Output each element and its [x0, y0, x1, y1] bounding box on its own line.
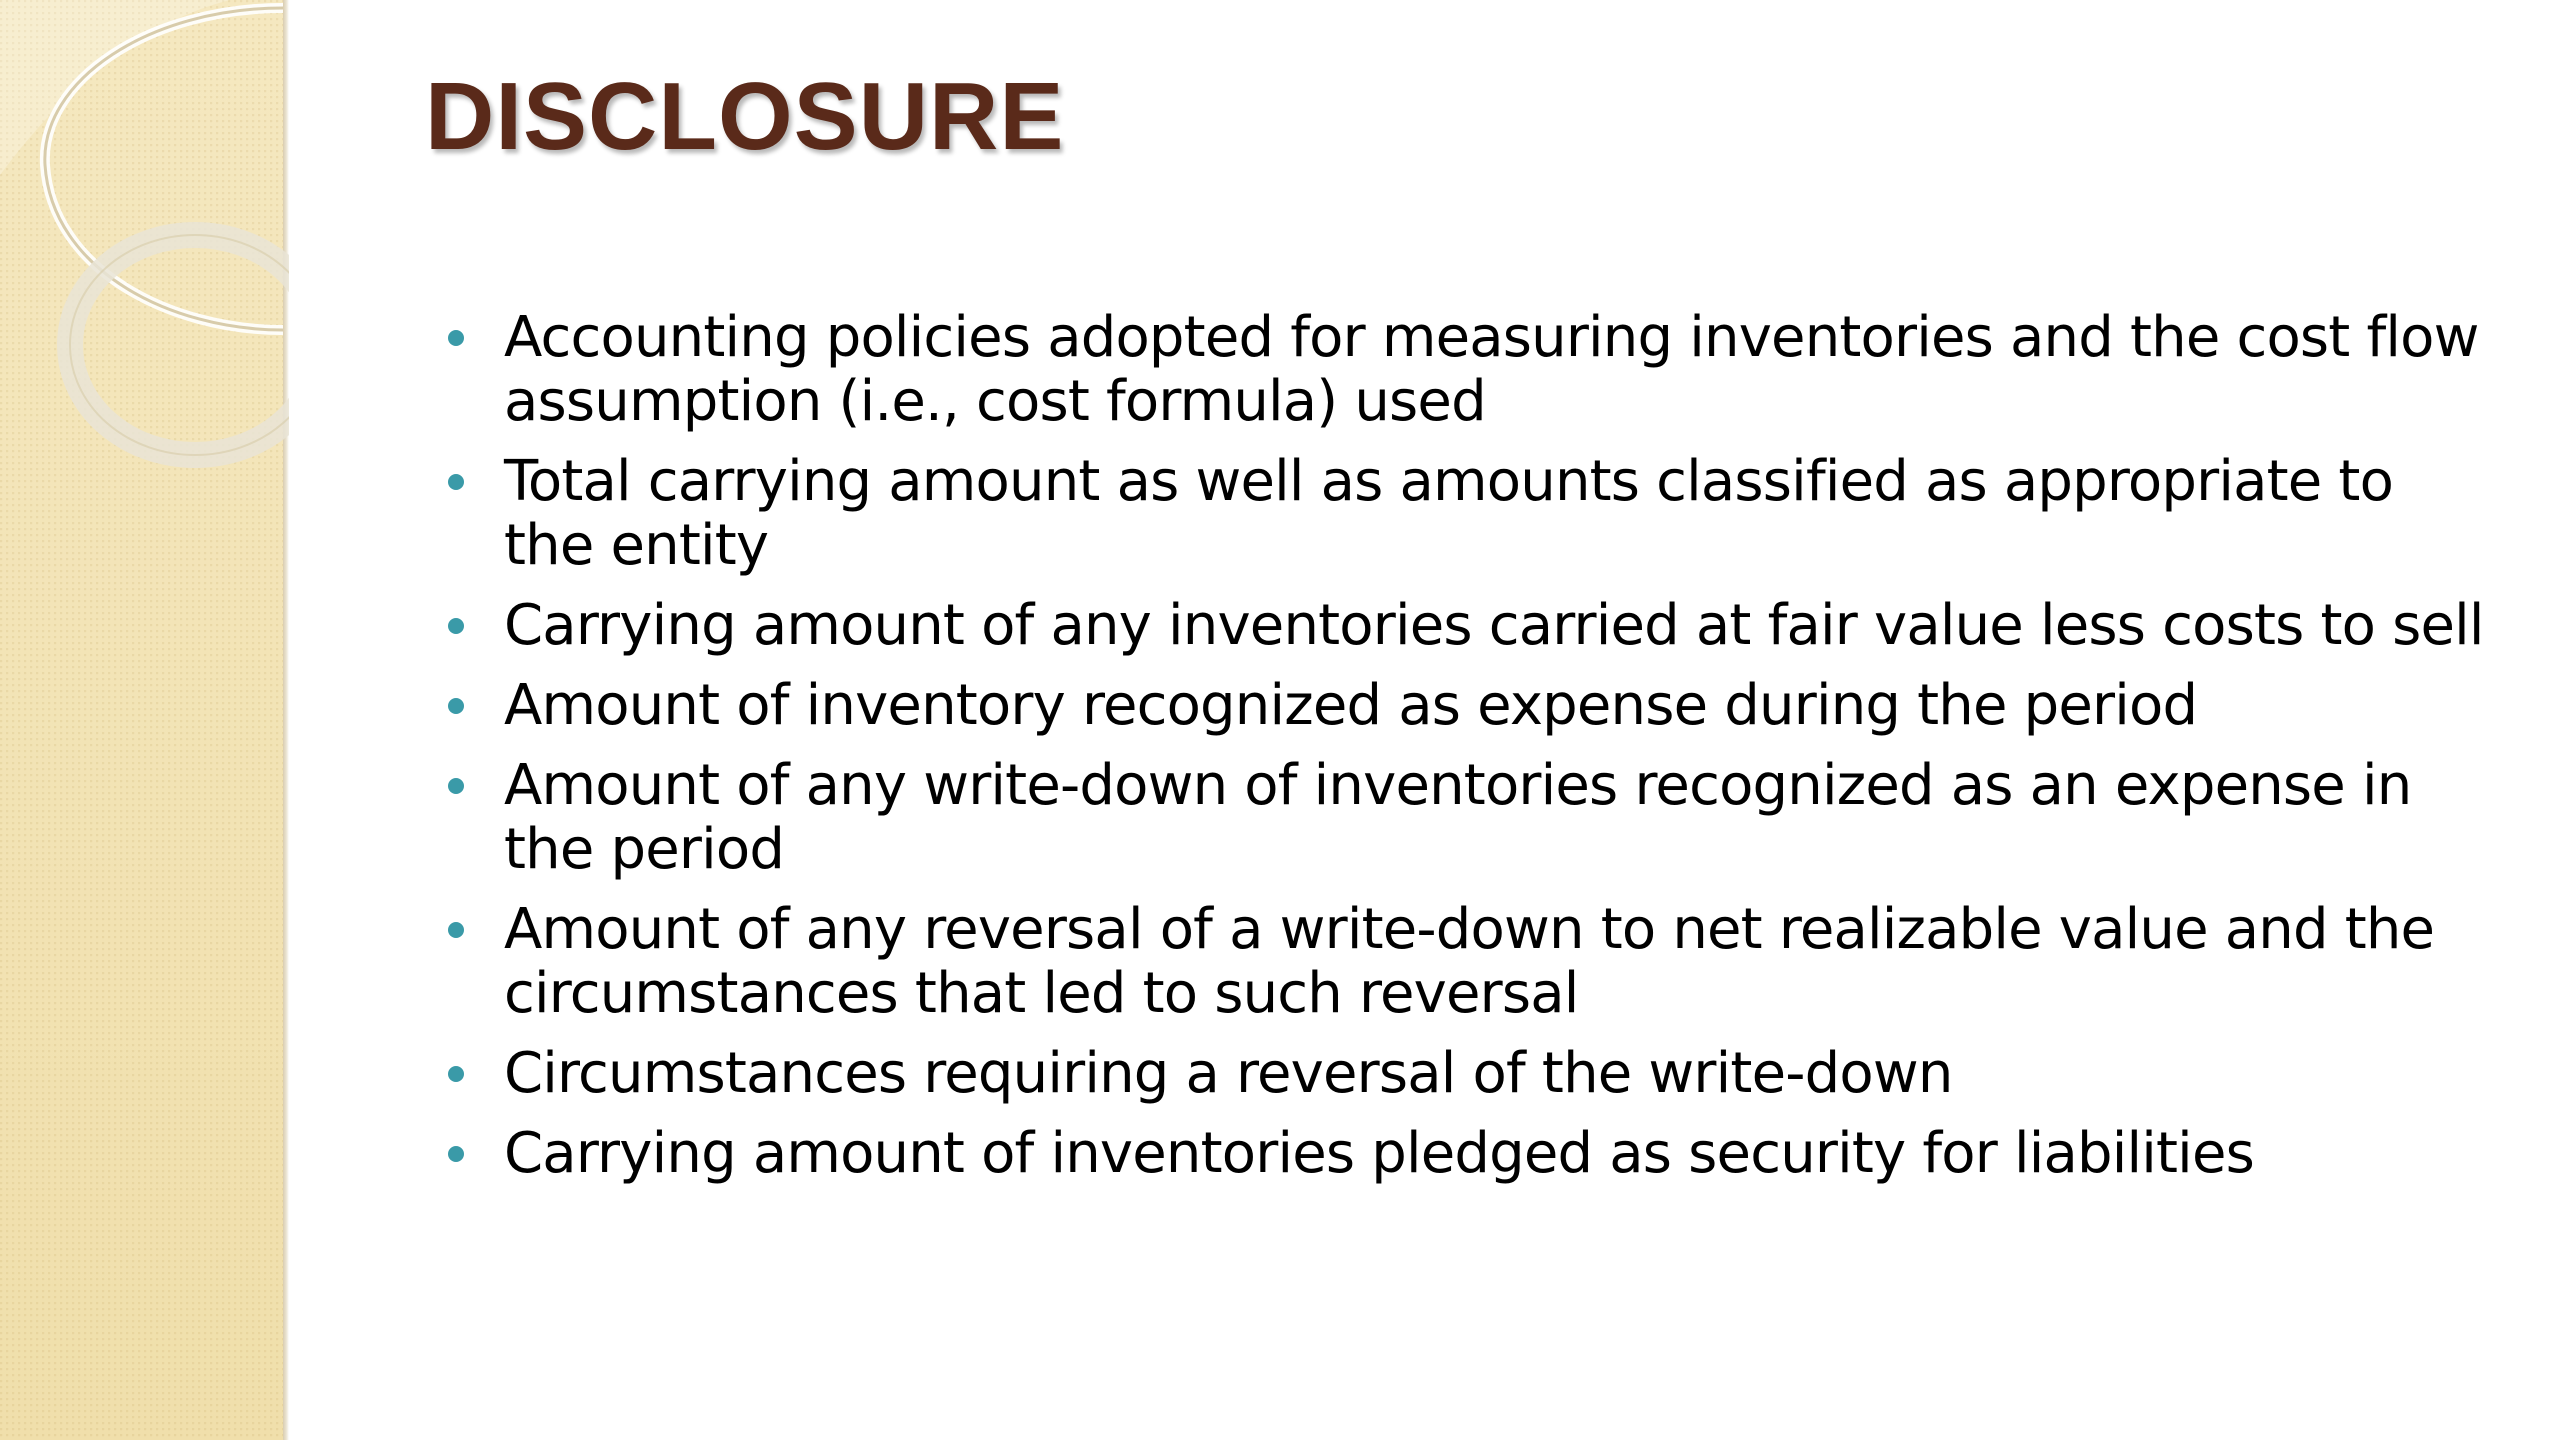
bullet-item [448, 1042, 2488, 1106]
bullet-text: Circumstances requiring a reversal of the write-down [504, 1041, 1953, 1106]
bullet-item [448, 754, 2488, 882]
bullet-text: Carrying amount of inventories pledged as security for liabilities [504, 1121, 2254, 1186]
bullet-text: Accounting policies adopted for measuring inventories and the cost flow assumption (i.e., cost formula) used [504, 305, 2479, 434]
bullet-dot-icon [448, 1146, 464, 1162]
bullet-dot-icon [448, 1066, 464, 1082]
bullet-item [448, 1122, 2488, 1186]
bullet-item [448, 594, 2488, 658]
bullet-text: Amount of any write-down of inventories recognized as an expense in the period [504, 753, 2412, 882]
bullet-text: Amount of inventory recognized as expense during the period [504, 673, 2198, 738]
bullet-dot-icon [448, 922, 464, 938]
bullet-text: Carrying amount of any inventories carried at fair value less costs to sell [504, 593, 2484, 658]
decorative-rings [0, 0, 289, 520]
bullet-text: Amount of any reversal of a write-down to net realizable value and the circumstances that led to such reversal [504, 897, 2435, 1026]
bullet-item [448, 674, 2488, 738]
bullet-item [448, 898, 2488, 1026]
bullet-item [448, 450, 2488, 578]
bullet-item [448, 306, 2488, 434]
bullet-text: Total carrying amount as well as amounts classified as appropriate to the entity [504, 449, 2394, 578]
bullet-dot-icon [448, 698, 464, 714]
bullet-dot-icon [448, 474, 464, 490]
bullet-dot-icon [448, 330, 464, 346]
bullet-dot-icon [448, 778, 464, 794]
bullet-list [448, 306, 2488, 1202]
bullet-dot-icon [448, 618, 464, 634]
slide-title: DISCLOSURE [425, 63, 1065, 170]
